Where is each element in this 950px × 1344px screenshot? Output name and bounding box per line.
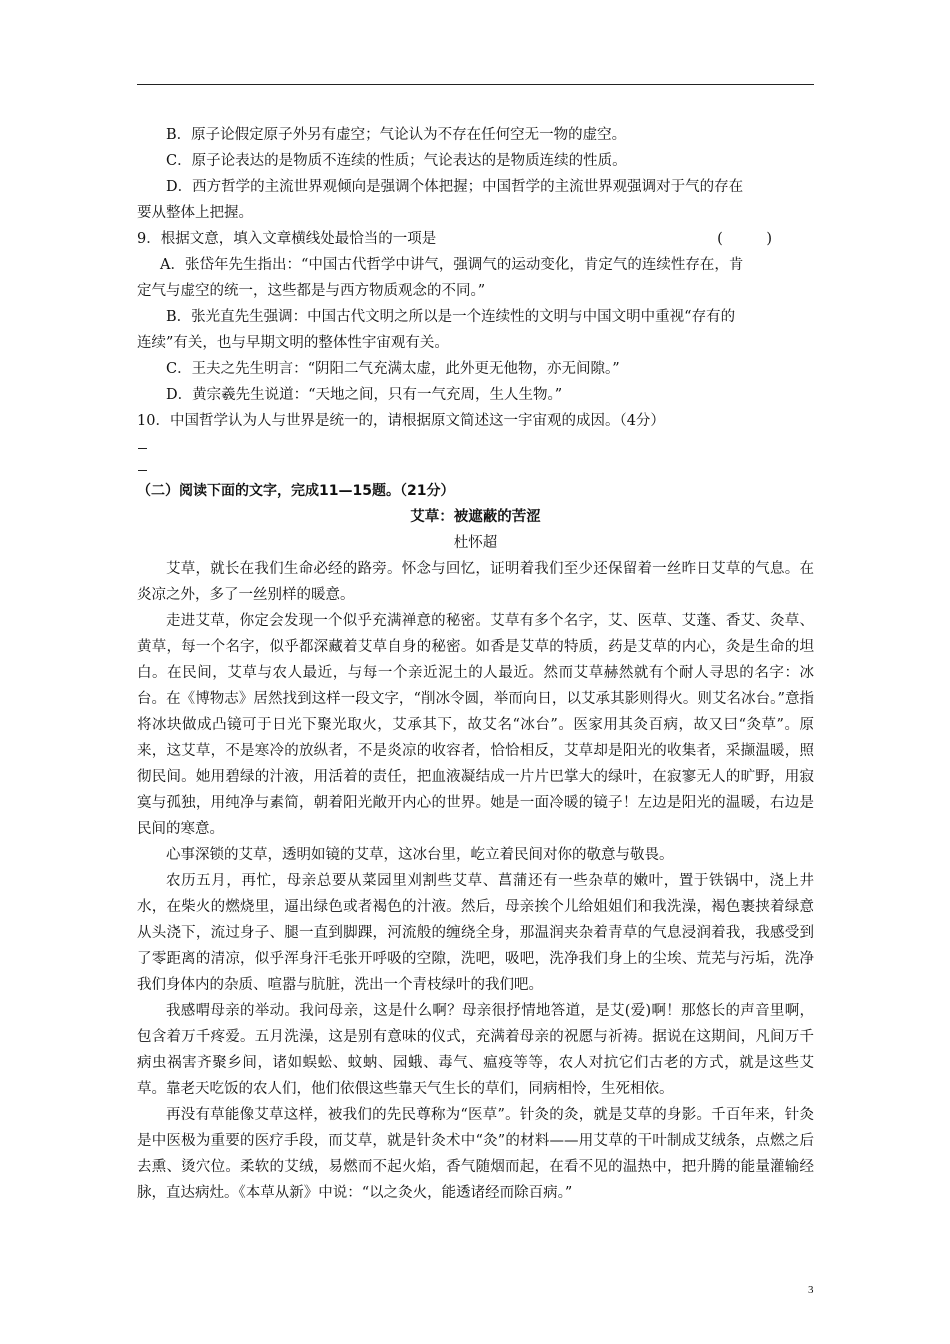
section-heading: （二）阅读下面的文字，完成11—15题。（21分）: [137, 483, 455, 499]
page-number: 3: [808, 1284, 814, 1296]
answer-blank-line: [137, 434, 814, 456]
question-9: [137, 226, 814, 252]
option-d-prev-cont: 要从整体上把握。: [137, 205, 253, 221]
header-rule: [137, 84, 814, 85]
option-c-prev: C．原子论表达的是物质不连续的性质；气论表达的是物质连续的性质。: [166, 153, 627, 169]
answer-blank-line: [137, 456, 814, 478]
article-author: 杜怀超: [453, 535, 498, 551]
paragraph: 心事深锁的艾草，透明如镜的艾草，这冰台里，屹立着民间对你的敬意与敬畏。: [166, 847, 674, 863]
paragraph: 再没有草能像艾草这样，被我们的先民尊称为“医草”。针灸的灸，就是艾草的身影。千百年来，针灸是中医极为重要的医疗手段，而艾草，就是针灸术中“灸”的材料——用艾草的干叶制成艾绒条，点燃之后去熏、烫穴位。柔软的艾绒，易燃而不起火焰，香气随烟而起，在看不见的温热中，把升腾的能量灌输经脉，直达病灶。《本草从新》中说：“以之灸火，能透诸经而除百病。”: [137, 1107, 814, 1201]
q9-option-a: A．张岱年先生指出：“中国古代哲学中讲气，强调气的运动变化，肯定气的连续性存在，肯: [160, 257, 744, 273]
answer-bracket: ( ): [717, 231, 772, 247]
question-10: 10．中国哲学认为人与世界是统一的，请根据原文简述这一宇宙观的成因。（4分）: [137, 413, 665, 429]
q9-option-d: D．黄宗羲先生说道：“天地之间，只有一气充周，生人生物。”: [166, 387, 563, 403]
option-d-prev: D．西方哲学的主流世界观倾向是强调个体把握；中国哲学的主流世界观强调对于气的存在: [166, 179, 744, 195]
q9-option-a-cont: 定气与虚空的统一，这些都是与西方物质观念的不同。”: [137, 283, 486, 299]
paragraph: 走进艾草，你定会发现一个似乎充满禅意的秘密。艾草有多个名字，艾、医草、艾蓬、香艾、灸草、黄草，每一个名字，似乎都深藏着艾草自身的秘密。如香是艾草的特质，药是艾草的内心，灸是生命的坦白。在民间，艾草与农人最近，与每一个亲近泥土的人最近。然而艾草赫然就有个耐人寻思的名字：冰台。在《博物志》居然找到这样一段文字，“削冰令圆，举而向日，以艾承其影则得火。则艾名冰台。”意指将冰块做成凸镜可于日光下聚光取火，艾承其下，故艾名“冰台”。医家用其灸百病，故又曰“灸草”。原来，这艾草，不是寒冷的放纵者，不是炎凉的收容者，恰恰相反，艾草却是阳光的收集者，采撷温暖，照彻民间。她用碧绿的汁液，用活着的责任，把血液凝结成一片片巴掌大的绿叶，在寂寥无人的旷野，用寂寞与孤独，用纯净与素简，朝着阳光敞开内心的世界。她是一面冷暖的镜子！左边是阳光的温暖，右边是民间的寒意。: [137, 613, 814, 837]
paragraph: 我感喟母亲的举动。我问母亲，这是什么啊？母亲很抒情地答道，是艾(爱)啊！那悠长的声音里啊，包含着万千疼爱。五月洗澡，这是别有意味的仪式，充满着母亲的祝愿与祈祷。据说在这期间，凡间万千病虫祸害齐聚乡间，诸如蜈蚣、蚊蚋、园蛾、毒气、瘟疫等等，农人对抗它们古老的方式，就是这些艾草。靠老天吃饭的农人们，他们依偎这些靠天气生长的草们，同病相怜，生死相依。: [137, 1003, 814, 1097]
option-b-prev: B．原子论假定原子外另有虚空；气论认为不存在任何空无一物的虚空。: [166, 127, 627, 143]
paragraph: 农历五月，再忙，母亲总要从菜园里刈割些艾草、菖蒲还有一些杂草的嫩叶，置于铁锅中，浇上井水，在柴火的燃烧里，逼出绿色或者褐色的汁液。然后，母亲挨个儿给姐姐们和我洗澡，褐色裹挟着绿意从头浇下，流过身子、腿一直到脚踝，河流般的缠绕全身，那温润夹杂着青草的气息浸润着我，我感受到了零距离的清凉，似乎浑身汗毛张开呼吸的空隙，洗吧，吸吧，洗净我们身上的尘埃、荒芜与污垢，洗净我们身体内的杂质、喧嚣与肮脏，洗出一个青枝绿叶的我们吧。: [137, 873, 814, 993]
question-9-stem: 9．根据文意，填入文章横线处最恰当的一项是: [137, 231, 437, 247]
article-title: 艾草：被遮蔽的苦涩: [410, 509, 541, 525]
q9-option-b: B．张光直先生强调：中国古代文明之所以是一个连续性的文明与中国文明中重视“存有的: [166, 309, 736, 325]
page-body: [137, 122, 814, 1206]
q9-option-b-cont: 连续”有关，也与早期文明的整体性宇宙观有关。: [137, 335, 449, 351]
q9-option-c: C．王夫之先生明言：“阴阳二气充满太虚，此外更无他物，亦无间隙。”: [166, 361, 620, 377]
paragraph: 艾草，就长在我们生命必经的路旁。怀念与回忆，证明着我们至少还保留着一丝昨日艾草的气息。在炎凉之外，多了一丝别样的暖意。: [137, 561, 814, 603]
